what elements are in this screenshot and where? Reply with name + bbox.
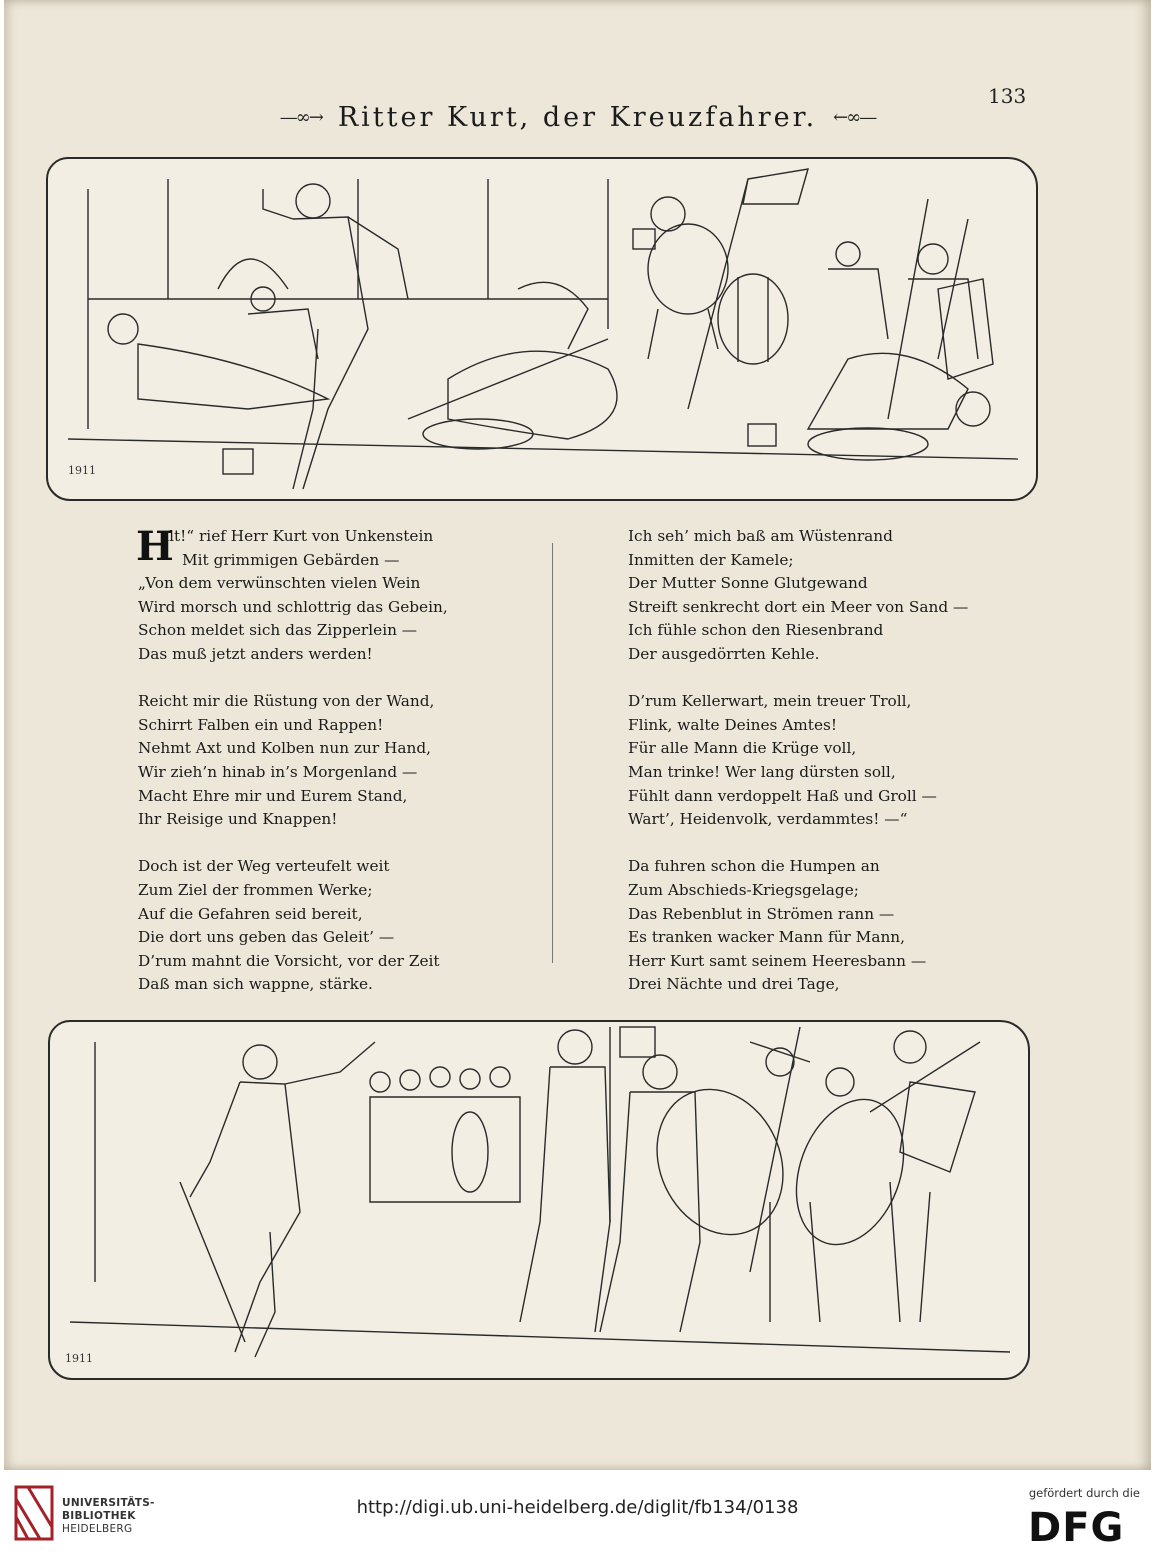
poem-line: Schirrt Falben ein und Rappen! xyxy=(138,715,384,734)
drop-cap-initial: H xyxy=(136,523,174,570)
poem-line: Man trinke! Wer lang dürsten soll, xyxy=(628,762,896,781)
poem-line: Auf die Gefahren seid bereit, xyxy=(138,904,363,923)
poem-line: Ihr Reisige und Knappen! xyxy=(138,810,338,829)
poem-line: Das muß jetzt anders werden! xyxy=(138,644,373,663)
dfg-logo: DFG xyxy=(1028,1505,1125,1551)
library-line-2: BIBLIOTHEK xyxy=(62,1510,136,1522)
permalink-url[interactable]: http://digi.ub.uni-heidelberg.de/diglit/fb134/0138 xyxy=(356,1497,799,1518)
poem-line: Für alle Mann die Krüge voll, xyxy=(628,739,857,758)
stanza-break xyxy=(628,832,1028,856)
poem-line: Die dort uns geben das Geleit’ — xyxy=(138,928,395,947)
poem-line: Nehmt Axt und Kolben nun zur Hand, xyxy=(138,739,431,758)
poem-line: Der ausgedörrten Kehle. xyxy=(628,644,820,663)
poem-line: Zum Ziel der frommen Werke; xyxy=(138,880,373,899)
illustration-feast-signature: 1911 xyxy=(68,464,96,477)
library-line-3: HEIDELBERG xyxy=(62,1523,133,1535)
poem-line: Das Rebenblut in Strömen rann — xyxy=(628,904,895,923)
title-flourish-right: ←∞— xyxy=(833,106,876,128)
poem-line: D’rum Kellerwart, mein treuer Troll, xyxy=(628,692,912,711)
poem-line: Doch ist der Weg verteufelt weit xyxy=(138,857,390,876)
poem-line: Drei Nächte und drei Tage, xyxy=(628,975,840,994)
poem-line: Wir zieh’n hinab in’s Morgenland — xyxy=(138,762,418,781)
poem-line: Schon meldet sich das Zipperlein — xyxy=(138,621,418,640)
poem-line: Macht Ehre mir und Eurem Stand, xyxy=(138,786,408,805)
page-number: 133 xyxy=(988,84,1027,108)
stanza-break xyxy=(138,832,538,856)
poem-line: D’rum mahnt die Vorsicht, vor der Zeit xyxy=(138,951,440,970)
column-divider xyxy=(552,543,553,963)
illustration-feast xyxy=(46,157,1038,501)
poem-line: Flink, walte Deines Amtes! xyxy=(628,715,837,734)
poem-line: Mit grimmigen Gebärden — xyxy=(182,550,400,569)
poem-line: Ich fühle schon den Riesenbrand xyxy=(628,621,884,640)
funding-note: gefördert durch die xyxy=(1028,1486,1140,1500)
library-line-1: UNIVERSITÄTS- xyxy=(62,1497,155,1509)
poem-line: Reicht mir die Rüstung von der Wand, xyxy=(138,692,435,711)
poem-line: „Von dem verwünschten vielen Wein xyxy=(138,574,421,593)
title-flourish-left: —∞→ xyxy=(279,106,322,128)
illustration-assembly xyxy=(48,1020,1030,1380)
poem-left-column xyxy=(138,525,538,997)
poem-line: Wird morsch und schlottrig das Gebein, xyxy=(138,597,448,616)
poem-line: alt!“ rief Herr Kurt von Unkenstein xyxy=(160,527,434,545)
poem-right-column xyxy=(628,525,1028,997)
poem-line: Da fuhren schon die Humpen an xyxy=(628,857,880,876)
poem-title-row xyxy=(4,99,1151,135)
poem-line: Herr Kurt samt seinem Heeresbann — xyxy=(628,951,927,970)
poem-line: Ich seh’ mich baß am Wüstenrand xyxy=(628,527,893,545)
scanned-page xyxy=(4,0,1151,1470)
poem-line: Fühlt dann verdoppelt Haß und Groll — xyxy=(628,786,937,805)
poem-line: Inmitten der Kamele; xyxy=(628,550,794,569)
poem-line: Zum Abschieds-Kriegsgelage; xyxy=(628,880,859,899)
poem-line: Daß man sich wappne, stärke. xyxy=(138,975,373,994)
stanza-break xyxy=(628,667,1028,691)
poem-line: Streift senkrecht dort ein Meer von Sand — xyxy=(628,597,969,616)
poem-title: Ritter Kurt, der Kreuzfahrer. xyxy=(337,101,818,133)
illustration-feast-drawing xyxy=(48,159,1036,499)
stanza-break xyxy=(138,667,538,691)
poem-line: Es tranken wacker Mann für Mann, xyxy=(628,928,906,947)
illustration-assembly-signature: 1911 xyxy=(65,1352,93,1365)
illustration-assembly-drawing xyxy=(50,1022,1028,1378)
poem-line: Wart’, Heidenvolk, verdammtes! —“ xyxy=(628,810,908,829)
poem-line: Der Mutter Sonne Glutgewand xyxy=(628,574,868,593)
